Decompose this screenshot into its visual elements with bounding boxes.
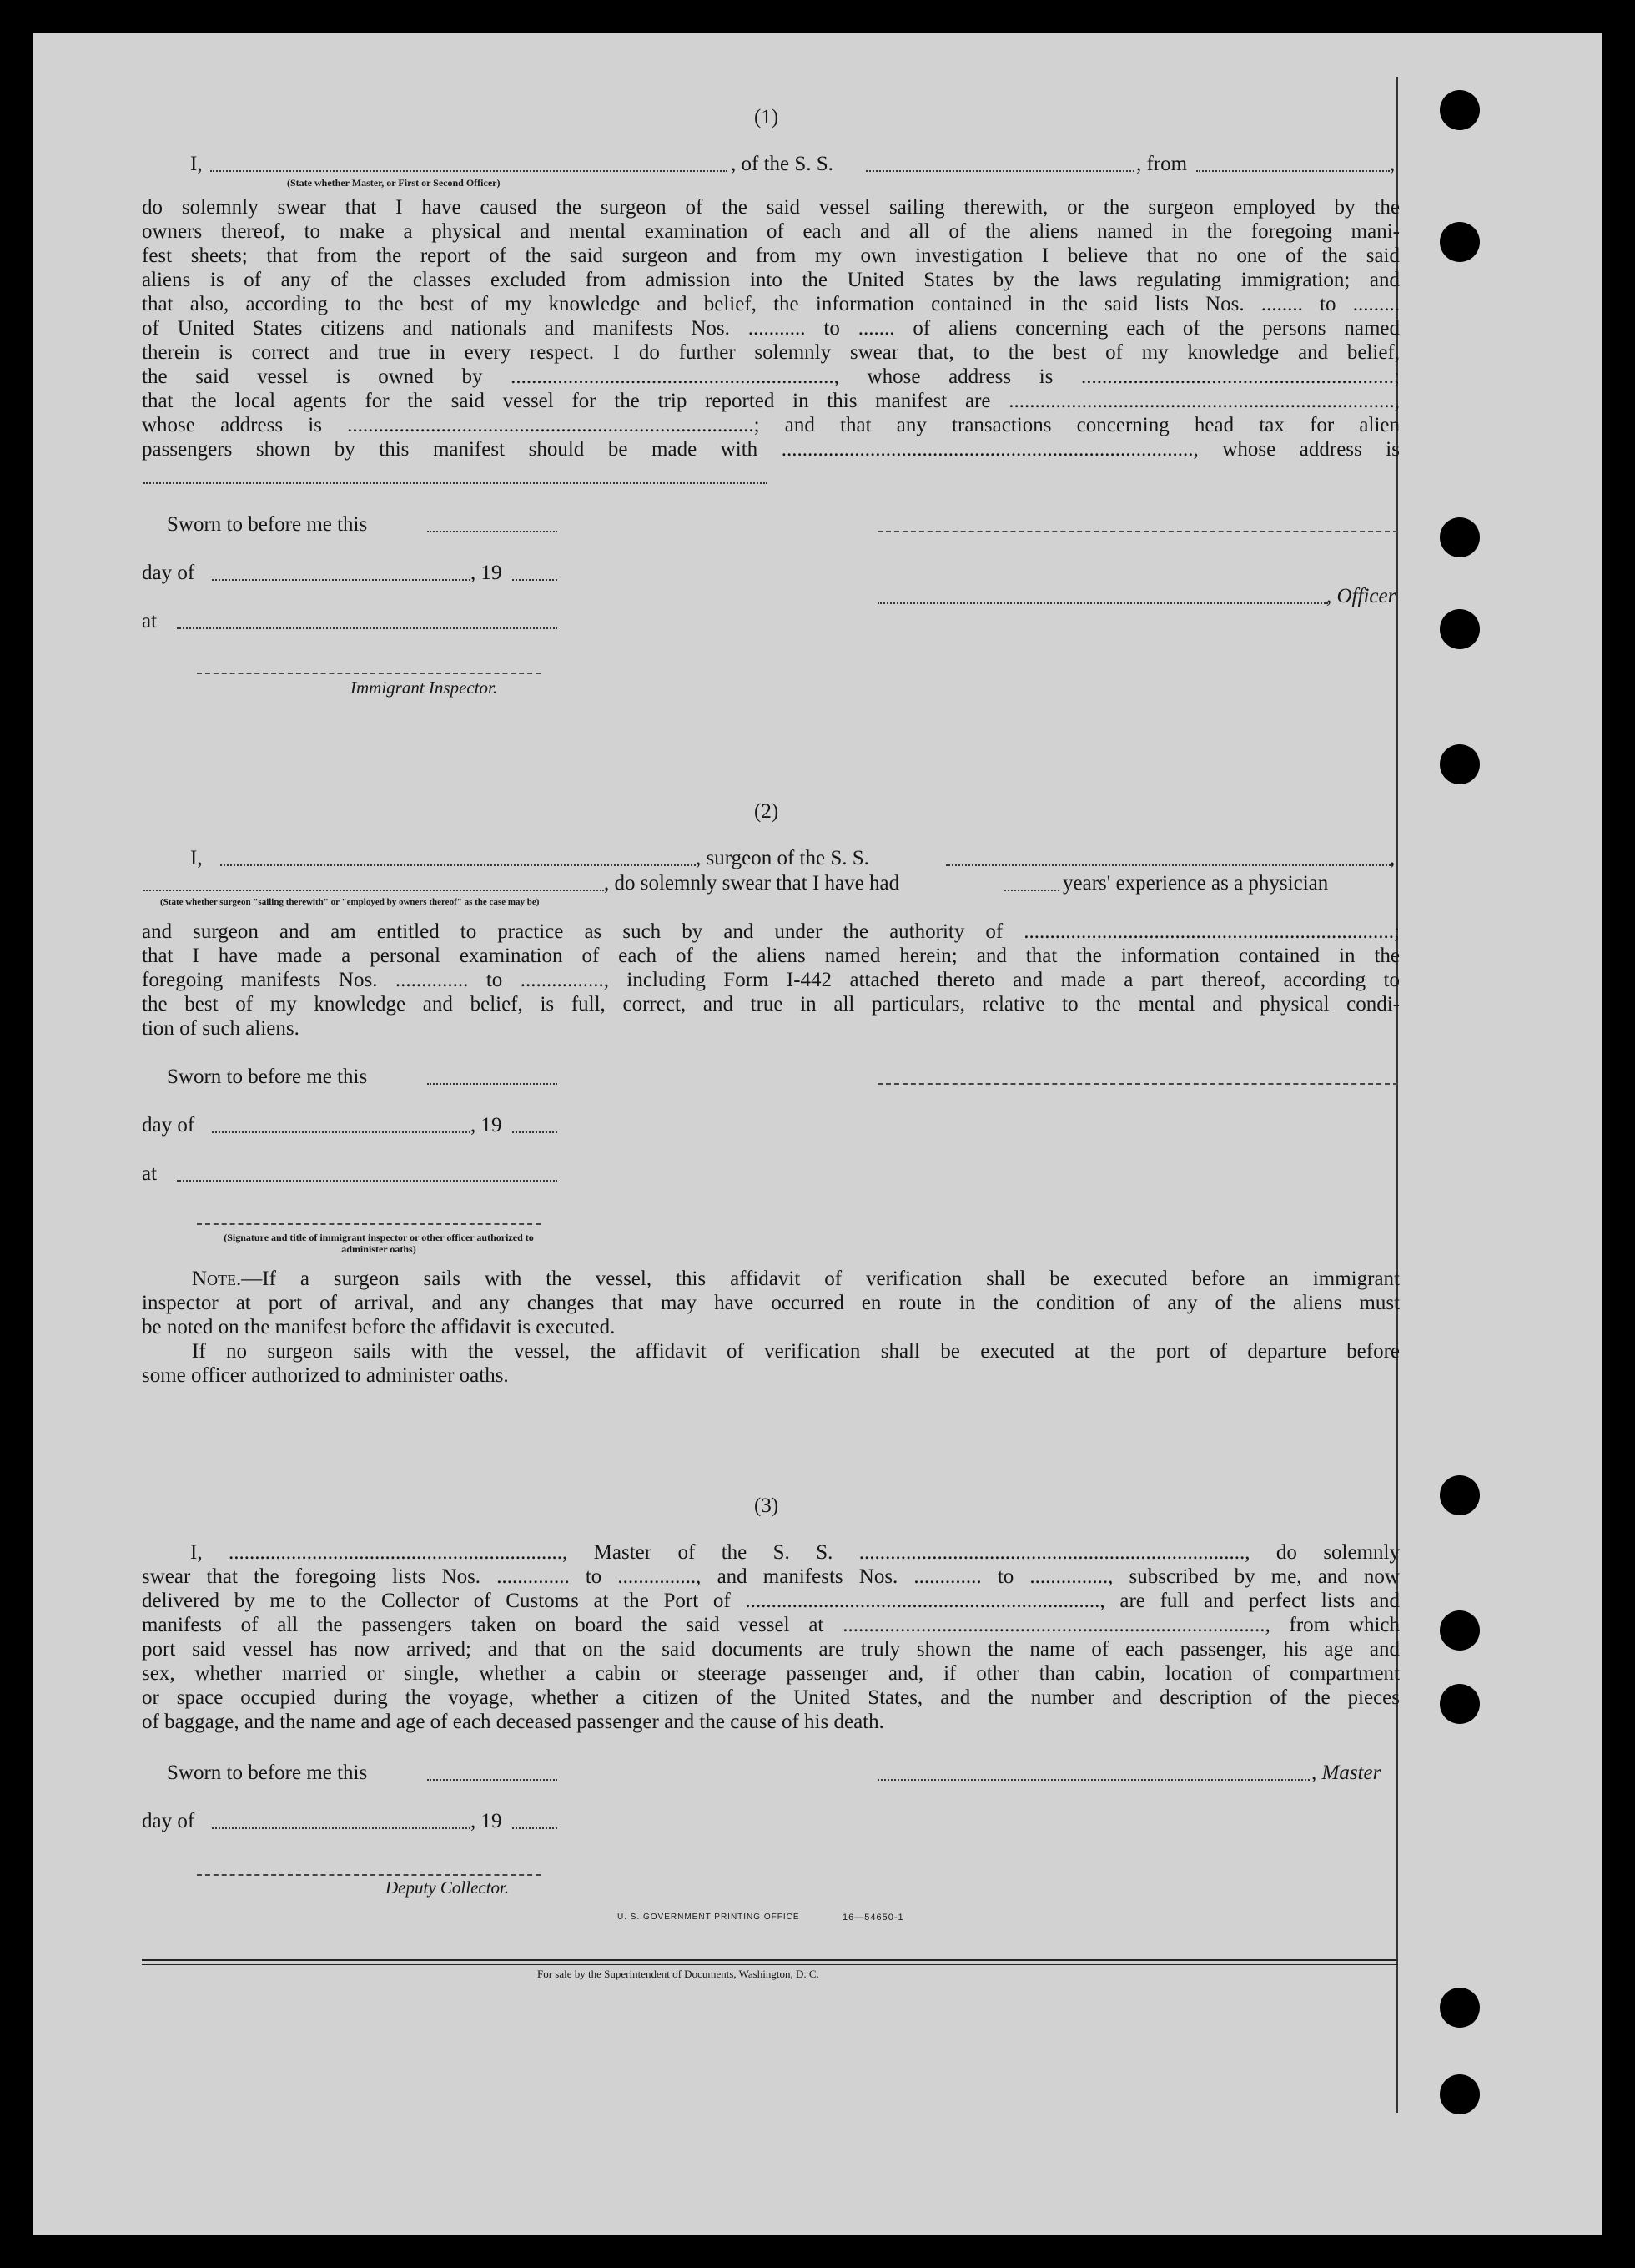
year-label: , 19 (470, 562, 502, 584)
body-line: tion of such aliens. (142, 1017, 299, 1040)
comma: , (1390, 153, 1396, 175)
footer-rule (142, 1959, 1398, 1961)
printing-office: U. S. GOVERNMENT PRINTING OFFICE (617, 1913, 800, 1922)
punch-hole (1440, 609, 1480, 649)
sworn-date-blank (427, 1083, 557, 1085)
years-blank (1004, 890, 1059, 891)
body-line: aliens is of any of the classes excluded from admission into the United States by the laws regulating immigration; and (142, 269, 1400, 291)
body-line: whose address is ..............................................................................; and that any transactions concerning head tax for alien (142, 414, 1400, 436)
body-line: of United States citizens and nationals and manifests Nos. ........... to ....... of aliens concerning each of the persons named (142, 317, 1400, 340)
note-line: inspector at port of arrival, and any changes that may have occurred en route in the condition of any of the aliens must (142, 1292, 1400, 1314)
inspector-label: Immigrant Inspector. (350, 678, 498, 698)
section-3-number: (3) (754, 1494, 779, 1517)
punch-hole (1440, 517, 1480, 557)
section-2-number: (2) (754, 800, 779, 823)
master-label: , Master (1311, 1761, 1381, 1784)
at-blank (177, 1180, 557, 1182)
swear-label: , do solemnly swear that I have had (604, 872, 900, 895)
officer-title-caption: (State whether Master, or First or Second Officer) (287, 177, 501, 189)
sworn-date-blank (427, 1779, 557, 1781)
form-code: 16—54650-1 (843, 1913, 904, 1923)
note-line: be noted on the manifest before the affidavit is executed. (142, 1316, 616, 1338)
body-line: manifests of all the passengers taken on board the said vessel at ................................................................................., from which (142, 1614, 1400, 1636)
day-of-label: day of (142, 1114, 195, 1137)
from-label: , from (1136, 153, 1188, 175)
sworn-date-blank (427, 531, 557, 532)
footer-rule (142, 1964, 1398, 1965)
section-3-body (142, 1540, 1400, 1734)
inspector-signature-line (197, 1223, 541, 1225)
body-line: port said vessel has now arrived; and that on the said documents are truly shown the name of each passenger, his age and (142, 1638, 1400, 1661)
officer-blank (878, 602, 1328, 604)
day-of-blank (212, 1131, 470, 1133)
year-label: , 19 (470, 1810, 502, 1832)
punch-hole (1440, 222, 1480, 262)
punch-hole (1440, 90, 1480, 130)
punch-hole (1440, 1988, 1480, 2028)
body-line: sex, whether married or single, whether a cabin or steerage passenger and, if other than cabin, location of compartment (142, 1662, 1400, 1685)
surgeon-of-ss-label: , surgeon of the S. S. (696, 847, 869, 869)
year-blank (512, 579, 557, 581)
body-line: passengers shown by this manifest should be made with ..............................................................................., whose address is (142, 438, 1400, 461)
signature-line (878, 531, 1398, 532)
sworn-label: Sworn to before me this (167, 513, 368, 536)
body-line: that also, according to the best of my knowledge and belief, the information contained in the said lists Nos. ........ to ......... (142, 293, 1400, 315)
sale-notice: For sale by the Superintendent of Documents, Washington, D. C. (537, 1968, 819, 1980)
punch-hole (1440, 1610, 1480, 1651)
at-label: at (142, 1162, 158, 1185)
punch-hole (1440, 2074, 1480, 2114)
comma: , (1390, 847, 1396, 869)
note-block (142, 1267, 1400, 1388)
officer-label: , Officer (1326, 585, 1396, 607)
section-1-body (142, 195, 1400, 461)
day-of-label: day of (142, 1810, 195, 1832)
body-line: I, ................................................................, Master of the S. S. .........................................................................., do solemnly (190, 1541, 1400, 1564)
sworn-label: Sworn to before me this (167, 1066, 368, 1088)
master-signature-blank (878, 1779, 1310, 1781)
deputy-label: Deputy Collector. (385, 1877, 510, 1898)
body-line: delivered by me to the Collector of Customs at the Port of ...................................................................., are full and perfect lists and (142, 1590, 1400, 1612)
note-label: Note. (192, 1268, 242, 1290)
punch-hole (1440, 1475, 1480, 1515)
at-label: at (142, 610, 158, 633)
punch-hole (1440, 744, 1480, 784)
sailing-status-caption: (State whether surgeon "sailing therewith" or "employed by owners thereof" as the case may be) (160, 897, 540, 907)
body-line: and surgeon and am entitled to practice as such by and under the authority of .......................................................................; (142, 920, 1400, 943)
note-line (142, 1267, 1400, 1291)
oath-line-i: I, (190, 153, 203, 175)
body-line: fest sheets; that from the report of the said surgeon and from my own investigation I believe that no one of the said (142, 244, 1400, 267)
note-line: some officer authorized to administer oaths. (142, 1364, 509, 1387)
year-blank (512, 1827, 557, 1829)
body-line: that I have made a personal examination of each of the aliens named herein; and that the information contained in the (142, 945, 1400, 967)
vessel-name-blank (866, 170, 1134, 172)
of-ss-label: , of the S. S. (731, 153, 833, 175)
sailing-status-blank (143, 890, 604, 891)
surgeon-line-i: I, (190, 847, 203, 869)
day-of-label: day of (142, 562, 195, 584)
at-blank (177, 627, 557, 629)
year-label: , 19 (470, 1114, 502, 1137)
surgeon-signature-line (878, 1083, 1398, 1085)
officer-title-blank (210, 170, 727, 172)
signature-caption: (Signature and title of immigrant inspector or other officer authorized to administer oaths) (224, 1232, 534, 1255)
punch-hole (1440, 1684, 1480, 1724)
body-line: or space occupied during the voyage, whether a citizen of the United States, and the number and description of the pieces (142, 1686, 1400, 1709)
address-continuation-blank (143, 482, 767, 484)
body-line: foregoing manifests Nos. .............. to ................, including Form I-442 attached thereto and made a part thereof, according to (142, 969, 1400, 991)
body-line: owners thereof, to make a physical and mental examination of each and all of the aliens named in the foregoing mani- (142, 220, 1400, 243)
day-of-blank (212, 579, 470, 581)
body-line: therein is correct and true in every respect. I do further solemnly swear that, to the best of my knowledge and belief, (142, 341, 1400, 364)
section-2-body (142, 920, 1400, 1041)
body-line: the best of my knowledge and belief, is full, correct, and true in all particulars, relative to the mental and physical condi- (142, 993, 1400, 1016)
surgeon-name-blank (220, 864, 696, 866)
body-line: swear that the foregoing lists Nos. .............. to ..............., and manifests Nos. ............. to ..............., subscribed by me, and now (142, 1565, 1400, 1588)
year-blank (512, 1131, 557, 1133)
body-line: of baggage, and the name and age of each deceased passenger and the cause of his death. (142, 1711, 884, 1733)
inspector-signature-line (197, 673, 541, 674)
surgeon-vessel-blank (946, 864, 1393, 866)
body-line: do solemnly swear that I have caused the surgeon of the said vessel sailing therewith, or the surgeon employed by the (142, 196, 1400, 219)
body-line: the said vessel is owned by .............................................................., whose address is ............................................................; (142, 365, 1400, 388)
years-label: years' experience as a physician (1063, 872, 1329, 895)
note-text: —If a surgeon sails with the vessel, this affidavit of verification shall be executed before an immigrant (241, 1268, 1400, 1290)
body-line: that the local agents for the said vessel for the trip reported in this manifest are .........................................................................., (142, 390, 1400, 412)
note-line: If no surgeon sails with the vessel, the affidavit of verification shall be executed at the port of departure before (192, 1340, 1400, 1363)
section-1-number: (1) (754, 106, 779, 129)
day-of-blank (212, 1827, 470, 1829)
sworn-label: Sworn to before me this (167, 1761, 368, 1784)
from-port-blank (1196, 170, 1390, 172)
